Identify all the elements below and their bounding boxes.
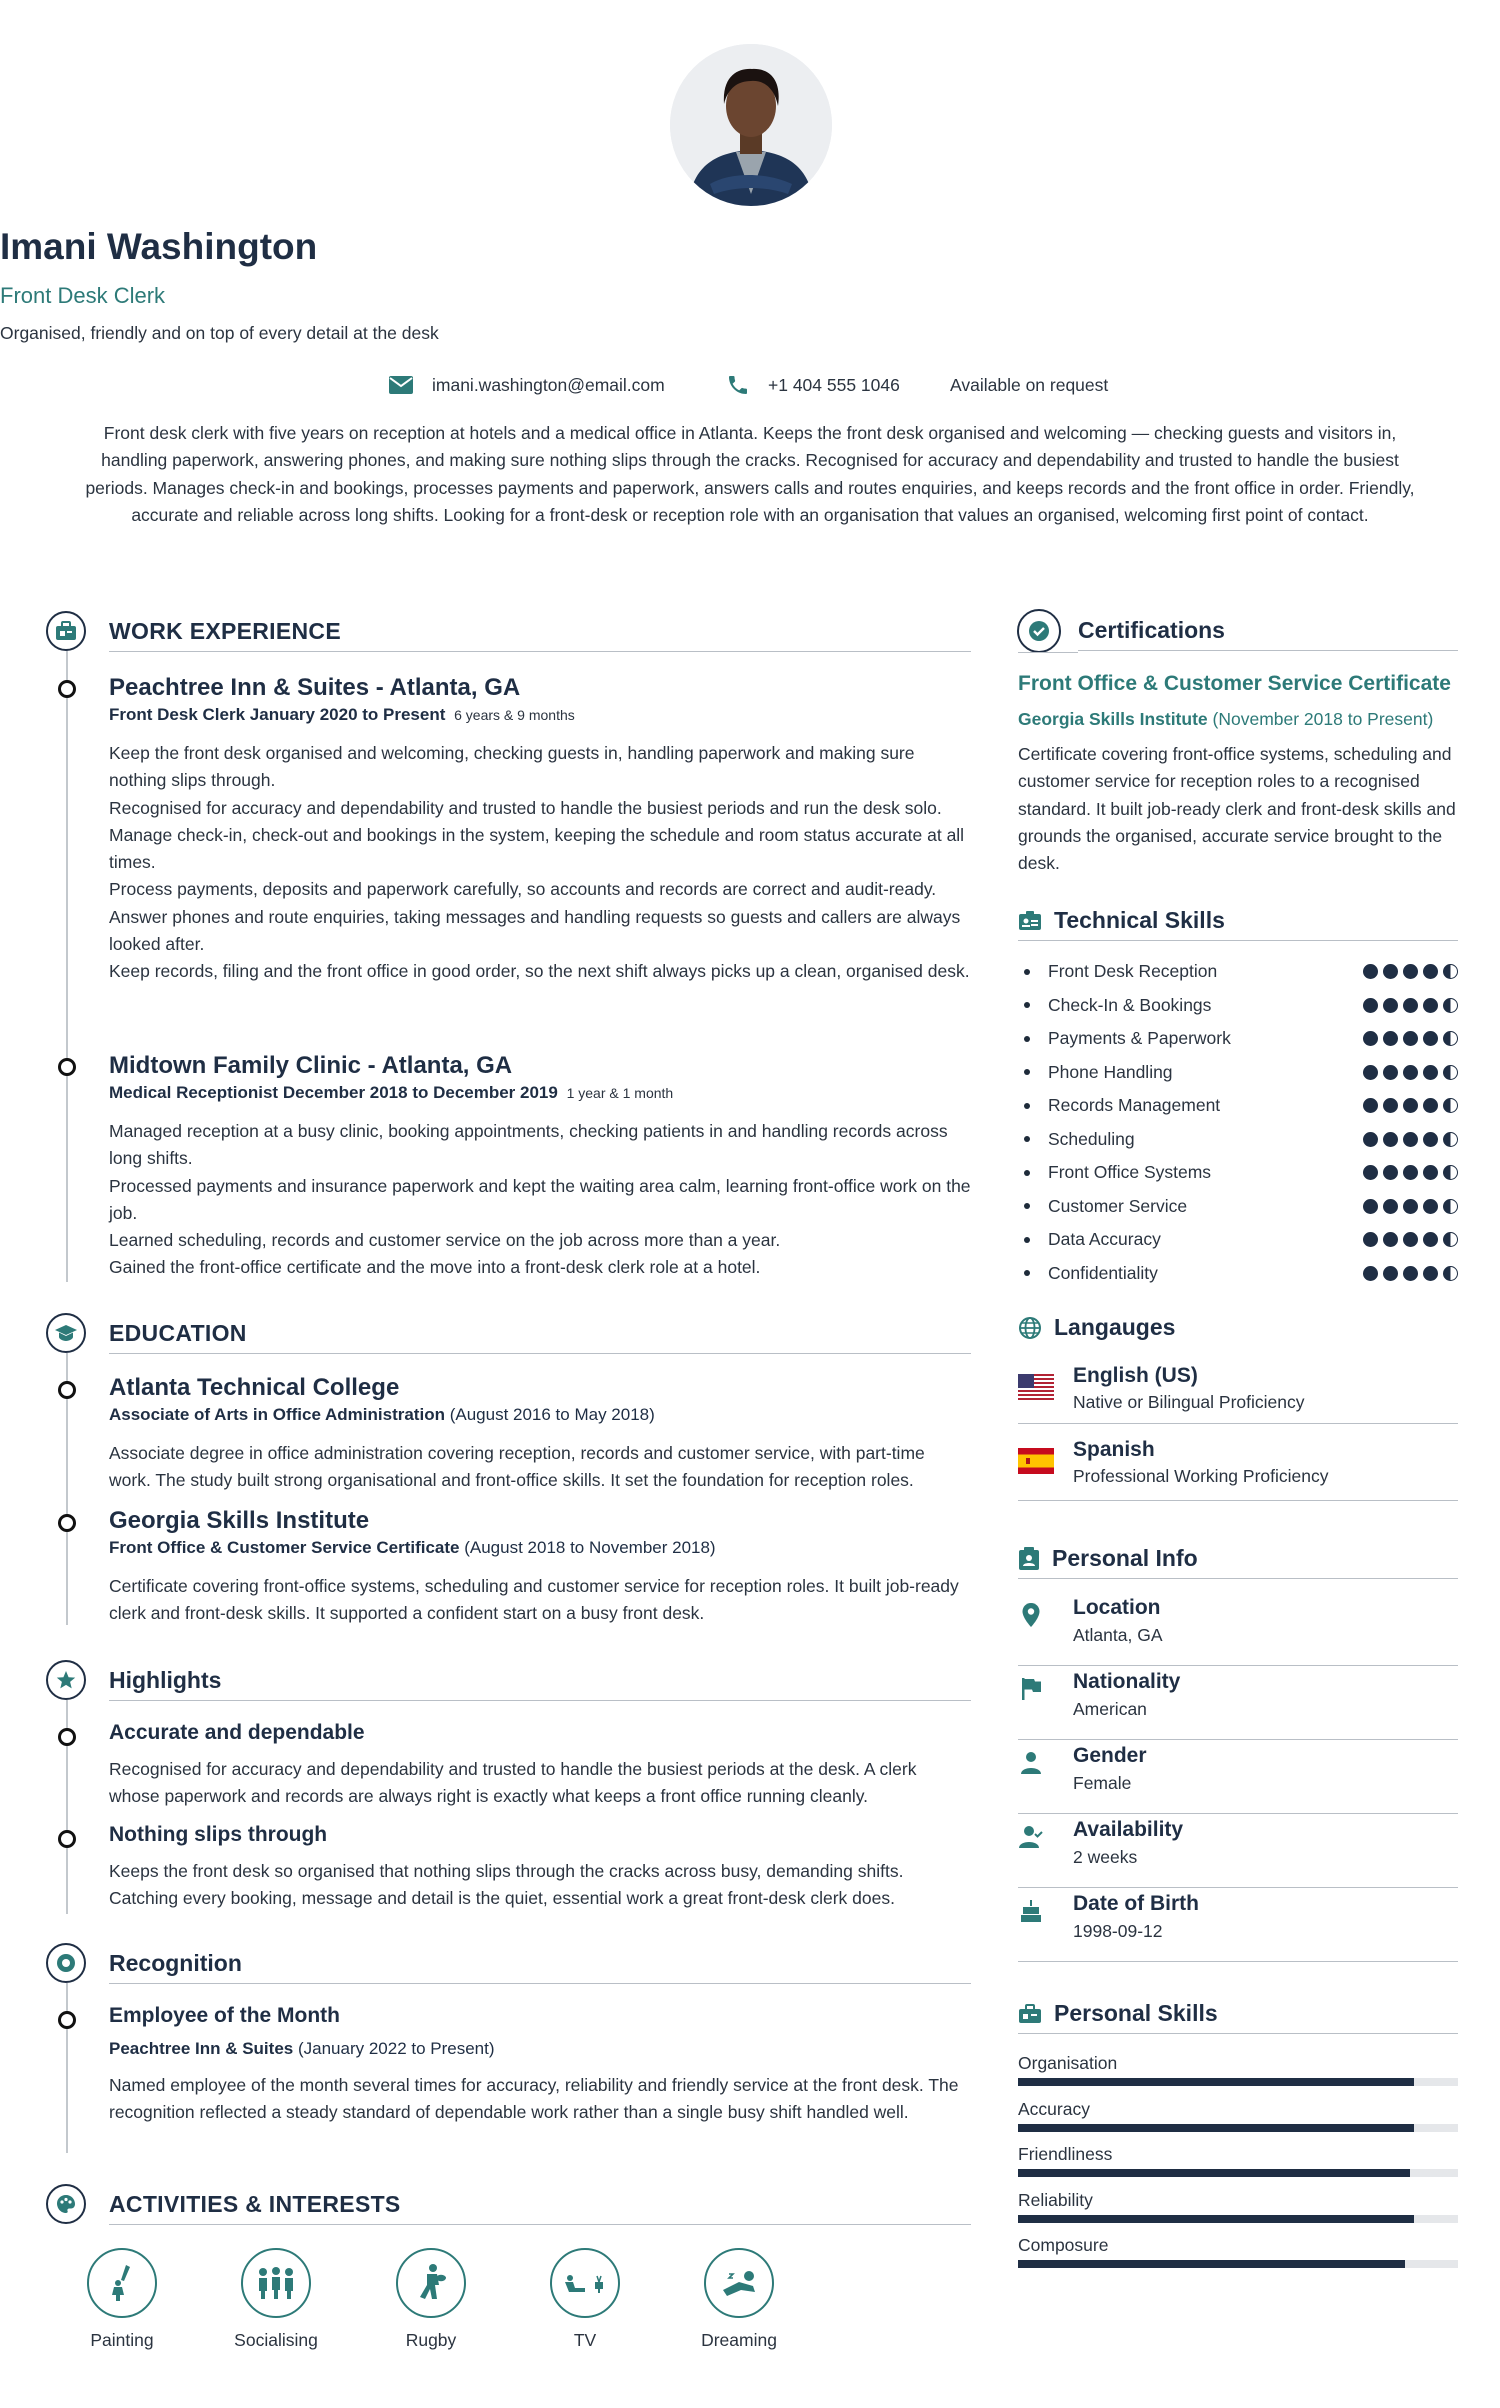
rating-dot <box>1363 1266 1378 1281</box>
skill-bar-fill <box>1018 2169 1410 2177</box>
job-bullet: Gained the front-office certificate and the move into a front-desk clerk role at a hotel. <box>109 1257 761 1278</box>
bullet-dot <box>1024 1170 1030 1176</box>
rating-dot <box>1443 1266 1458 1281</box>
highlight-title: Accurate and dependable <box>109 1721 365 1744</box>
rating-dot <box>1423 1098 1438 1113</box>
skill-name: Phone Handling <box>1048 1061 1173 1082</box>
personal-skill-item <box>1018 2190 1458 2223</box>
language-item <box>1018 1364 1458 1424</box>
rating-dot <box>1383 1266 1398 1281</box>
rating-dot <box>1443 1165 1458 1180</box>
highlights-section-title: Highlights <box>109 1667 971 1701</box>
language-item <box>1018 1438 1458 1501</box>
info-value: Atlanta, GA <box>1073 1625 1163 1645</box>
cert-name: Front Office & Customer Service Certificate <box>1018 672 1451 695</box>
skill-rating <box>1358 1165 1458 1180</box>
rating-dot <box>1363 1065 1378 1080</box>
timeline-dot <box>58 1058 76 1076</box>
email-text: imani.washington@email.com <box>432 374 665 395</box>
job-bullet: Manage check-in, check-out and bookings in the system, keeping the schedule and room status accurate at all times. <box>109 824 965 873</box>
timeline-dot <box>58 1830 76 1848</box>
rating-dot <box>1423 1199 1438 1214</box>
skill-bar-track <box>1018 2169 1458 2177</box>
email-contact[interactable] <box>388 370 665 400</box>
rating-dot <box>1423 1232 1438 1247</box>
job-position: Medical Receptionist <box>109 1083 279 1102</box>
candidate-tagline: Organised, friendly and on top of every detail at the desk <box>0 323 439 343</box>
rating-dot <box>1363 1199 1378 1214</box>
id-card-icon <box>1018 911 1042 931</box>
graduation-cap-icon <box>54 1323 78 1343</box>
recognition-meta <box>109 2039 495 2059</box>
rating-dot <box>1403 1232 1418 1247</box>
technical-skills-section-title <box>1018 907 1458 941</box>
technical-skill-item <box>1018 1223 1458 1256</box>
technical-skill-item <box>1018 1123 1458 1156</box>
rating-dot <box>1423 1165 1438 1180</box>
bullet-dot <box>1024 1136 1030 1142</box>
language-level: Native or Bilingual Proficiency <box>1073 1392 1305 1412</box>
skill-name: Scheduling <box>1048 1128 1135 1149</box>
interest-label: Rugby <box>405 2330 457 2350</box>
rating-dot <box>1443 1031 1458 1046</box>
briefcase-icon <box>55 621 77 641</box>
info-label: Date of Birth <box>1073 1892 1199 1915</box>
skill-name: Data Accuracy <box>1048 1229 1161 1249</box>
technical-skill-item <box>1018 1257 1458 1290</box>
highlight-text: Recognised for accuracy and dependability and trusted to handle the busiest periods at the desk. A clerk whose paperwork and records are always right is exactly what keeps a front office running cleanly. <box>109 1759 917 1807</box>
rating-dot <box>1443 1232 1458 1247</box>
personal-skills-section-title <box>1018 2000 1458 2034</box>
candidate-role: Front Desk Clerk <box>0 283 166 308</box>
skill-name: Accuracy <box>1018 2098 1090 2119</box>
skill-bar-track <box>1018 2215 1458 2223</box>
degree-description: Associate degree in office administration covering reception, records and customer service, with part-time work. The study built strong organisational and front-office skills. It set the foundation for reception roles. <box>109 1443 925 1491</box>
certifications-section-title <box>1078 617 1458 651</box>
skill-bar-track <box>1018 2124 1458 2132</box>
education-section-title: EDUCATION <box>109 1320 971 1354</box>
recognition-dates: (January 2022 to Present) <box>297 2039 495 2058</box>
recognition-title: Employee of the Month <box>109 2004 340 2027</box>
job-company: Peachtree Inn & Suites - Atlanta, GA <box>109 674 521 701</box>
rating-dot <box>1383 1165 1398 1180</box>
dreaming-icon <box>704 2248 774 2318</box>
rating-dot <box>1423 1065 1438 1080</box>
rating-dot <box>1383 1031 1398 1046</box>
skill-rating <box>1358 1031 1458 1046</box>
job-bullet: Processed payments and insurance paperwork and kept the waiting area calm, learning front-office work on the job. <box>109 1175 971 1223</box>
rating-dot <box>1383 964 1398 979</box>
rating-dot <box>1363 998 1378 1013</box>
rating-dot <box>1403 964 1418 979</box>
rating-dot <box>1363 1098 1378 1113</box>
skill-name: Organisation <box>1018 2053 1118 2073</box>
interest-label: Dreaming <box>701 2330 777 2350</box>
degree-name: Associate of Arts in Office Administration <box>109 1405 445 1424</box>
skill-rating <box>1358 1132 1458 1147</box>
job-meta <box>109 1083 673 1103</box>
skill-name: Customer Service <box>1048 1195 1188 1216</box>
technical-skill-item <box>1018 1190 1458 1223</box>
language-name: English (US) <box>1073 1364 1198 1387</box>
work-section-icon <box>46 611 86 651</box>
recognition-text: Named employee of the month several times for accuracy, reliability and friendly service at the front desk. The recognition reflected a steady standard of dependable work rather than a single busy shift handled well. <box>109 2075 959 2123</box>
certifications-title-text: Certifications <box>1078 617 1225 643</box>
skill-name: Reliability <box>1018 2189 1093 2210</box>
profile-summary: Front desk clerk with five years on reception at hotels and a medical office in Atlanta. Keeps the front desk organised and welcoming — checking guests and visitors in, handling paperwork, answering phones, and making sure nothing slips through the cracks. Recognised for accuracy and dependability and trusted to handle the busiest periods. Manages check-in and bookings, processes payments and paperwork, answers calls and routes enquiries, and keeps records and the front office in order. Friendly, accurate and reliable across long shifts. Looking for a front-desk or reception role with an organisation that values an organised, welcoming first point of contact. <box>85 423 1415 525</box>
rating-dot <box>1383 998 1398 1013</box>
timeline-dot <box>58 680 76 698</box>
rating-dot <box>1423 1132 1438 1147</box>
rating-dot <box>1363 1232 1378 1247</box>
personal-info-item <box>1018 1740 1458 1814</box>
skill-rating <box>1358 998 1458 1013</box>
rating-dot <box>1423 1266 1438 1281</box>
rating-dot <box>1403 1098 1418 1113</box>
candidate-name: Imani Washington <box>0 226 318 267</box>
bullet-dot <box>1024 1203 1030 1209</box>
job-bullet: Learned scheduling, records and customer service on the job across more than a year. <box>109 1230 781 1251</box>
rating-dot <box>1403 998 1418 1013</box>
rugby-icon <box>396 2248 466 2318</box>
work-timeline <box>66 650 68 1282</box>
personal-skills-title-text: Personal Skills <box>1054 2000 1218 2026</box>
timeline-dot <box>58 1381 76 1399</box>
spain-flag <box>1018 1448 1054 1474</box>
personal-info-item <box>1018 1592 1458 1666</box>
interest-item <box>530 2248 640 2351</box>
personal-info-title-text: Personal Info <box>1052 1545 1198 1571</box>
job-duration: 6 years & 9 months <box>454 707 575 723</box>
rating-dot <box>1443 998 1458 1013</box>
info-label: Availability <box>1073 1818 1184 1841</box>
bullet-dot <box>1024 1002 1030 1008</box>
info-value: 2 weeks <box>1073 1847 1138 1867</box>
school-name: Atlanta Technical College <box>109 1374 400 1401</box>
personal-skill-item <box>1018 2144 1458 2177</box>
bullet-dot <box>1024 1103 1030 1109</box>
location-pin-icon <box>1018 1602 1044 1628</box>
rating-dot <box>1443 1132 1458 1147</box>
contact-card-icon <box>1018 1547 1040 1571</box>
socialising-icon <box>241 2248 311 2318</box>
cert-meta <box>1018 709 1433 730</box>
info-value: Female <box>1073 1773 1132 1793</box>
interest-label: TV <box>573 2330 597 2350</box>
palette-icon <box>55 2193 77 2215</box>
bullet-dot <box>1024 1237 1030 1243</box>
skill-bar-track <box>1018 2260 1458 2268</box>
personal-skill-item <box>1018 2099 1458 2132</box>
rating-dot <box>1363 1165 1378 1180</box>
rating-dot <box>1383 1065 1398 1080</box>
cert-dates: (November 2018 to Present) <box>1212 709 1434 729</box>
timeline-dot <box>58 1514 76 1532</box>
bullet-dot <box>1024 1069 1030 1075</box>
job-bullets <box>109 1118 971 1282</box>
language-name: Spanish <box>1073 1438 1155 1461</box>
job-bullet: Keep the front desk organised and welcoming, checking guests in, handling paperwork and making sure nothing slips through. <box>109 743 915 791</box>
recognition-section-icon <box>46 1943 86 1983</box>
job-bullet: Managed reception at a busy clinic, booking appointments, checking patients in and handling records across long shifts. <box>109 1121 948 1169</box>
technical-skill-item <box>1018 989 1458 1022</box>
technical-skills-title-text: Technical Skills <box>1054 907 1225 933</box>
job-bullet: Answer phones and route enquiries, taking messages and handling requests so guests and callers are always looked after. <box>109 906 961 955</box>
availability-contact <box>950 370 1108 400</box>
rating-dot <box>1363 1031 1378 1046</box>
info-label: Location <box>1073 1596 1161 1619</box>
job-meta <box>109 705 575 725</box>
activities-section-icon <box>46 2184 86 2224</box>
highlight-text: Keeps the front desk so organised that nothing slips through the cracks across busy, demanding shifts. Catching every booking, message and detail is the quiet, essential work a great front-desk clerk does. <box>109 1861 904 1909</box>
award-badge-icon <box>55 1952 77 1974</box>
interest-item <box>376 2248 486 2351</box>
timeline-dot <box>58 2011 76 2029</box>
globe-icon <box>1018 1316 1042 1340</box>
rating-dot <box>1363 1132 1378 1147</box>
personal-skill-item <box>1018 2235 1458 2268</box>
rating-dot <box>1443 964 1458 979</box>
rating-dot <box>1423 1031 1438 1046</box>
languages-title-text: Langauges <box>1054 1314 1176 1340</box>
job-duration: 1 year & 1 month <box>566 1085 674 1101</box>
degree-dates: (August 2016 to May 2018) <box>449 1405 655 1424</box>
rating-dot <box>1403 1031 1418 1046</box>
job-dates: January 2020 to Present <box>249 705 446 724</box>
rating-dot <box>1383 1232 1398 1247</box>
job-position: Front Desk Clerk <box>109 705 246 724</box>
skill-rating <box>1358 1065 1458 1080</box>
rating-dot <box>1403 1065 1418 1080</box>
cake-icon <box>1018 1898 1044 1924</box>
degree-meta <box>109 1538 716 1558</box>
phone-text: +1 404 555 1046 <box>768 374 900 395</box>
person-icon <box>1018 1750 1044 1776</box>
skill-name: Payments & Paperwork <box>1048 1028 1231 1048</box>
rating-dot <box>1403 1266 1418 1281</box>
info-label: Nationality <box>1073 1670 1181 1693</box>
flag-icon <box>1018 1676 1044 1702</box>
rating-dot <box>1443 1098 1458 1113</box>
job-bullet: Process payments, deposits and paperwork carefully, so accounts and records are correct and audit-ready. <box>109 879 937 900</box>
technical-skill-item <box>1018 1089 1458 1122</box>
skill-name: Confidentiality <box>1048 1262 1158 1283</box>
skill-bar-fill <box>1018 2078 1414 2086</box>
languages-section-title <box>1018 1314 1458 1347</box>
skill-rating <box>1358 1098 1458 1113</box>
skill-name: Front Office Systems <box>1048 1162 1212 1182</box>
availability-text: Available on request <box>950 374 1109 395</box>
rating-dot <box>1423 964 1438 979</box>
personal-skill-item <box>1018 2053 1458 2086</box>
bullet-dot <box>1024 1270 1030 1276</box>
recognition-org: Peachtree Inn & Suites <box>109 2039 294 2058</box>
skill-name: Records Management <box>1048 1095 1221 1115</box>
skill-name: Check-In & Bookings <box>1048 994 1212 1015</box>
job-bullet: Keep records, filing and the front office in good order, so the next shift always picks up a clean, organised desk. <box>109 961 970 982</box>
activities-section-title: ACTIVITIES & INTERESTS <box>109 2191 971 2225</box>
skill-rating <box>1358 1266 1458 1281</box>
technical-skill-item <box>1018 955 1458 988</box>
degree-description: Certificate covering front-office systems, scheduling and customer service for reception roles. It built job-ready clerk and front-desk skills. It supported a confident start on a busy front desk. <box>109 1576 959 1624</box>
cert-issuer: Georgia Skills Institute <box>1018 709 1208 729</box>
rating-dot <box>1383 1199 1398 1214</box>
degree-name: Front Office & Customer Service Certificate <box>109 1538 460 1557</box>
rating-dot <box>1403 1132 1418 1147</box>
work-section-title: WORK EXPERIENCE <box>109 618 971 652</box>
timeline-dot <box>58 1728 76 1746</box>
rating-dot <box>1403 1199 1418 1214</box>
painting-icon <box>87 2248 157 2318</box>
skill-name: Front Desk Reception <box>1048 961 1218 981</box>
job-dates: December 2018 to December 2019 <box>282 1083 558 1102</box>
personal-info-item <box>1018 1814 1458 1888</box>
technical-skill-item <box>1018 1056 1458 1089</box>
skill-bar-fill <box>1018 2124 1414 2132</box>
skill-bar-fill <box>1018 2260 1405 2268</box>
skill-bar-track <box>1018 2078 1458 2086</box>
job-bullets <box>109 740 971 986</box>
interest-item <box>67 2248 177 2351</box>
interest-item <box>221 2248 331 2351</box>
person-check-icon <box>1018 1824 1044 1850</box>
job-company: Midtown Family Clinic - Atlanta, GA <box>109 1052 513 1079</box>
recognition-section-title: Recognition <box>109 1950 971 1984</box>
technical-skill-item <box>1018 1156 1458 1189</box>
phone-icon <box>726 373 750 397</box>
rating-dot <box>1383 1098 1398 1113</box>
title-underline <box>1018 622 1078 653</box>
job-bullet: Recognised for accuracy and dependability and trusted to handle the busiest periods and run the desk solo. <box>109 797 942 818</box>
phone-contact[interactable] <box>726 370 900 400</box>
interest-label: Painting <box>90 2330 154 2350</box>
star-icon <box>55 1669 77 1691</box>
email-icon <box>388 375 414 395</box>
education-section-icon <box>46 1313 86 1353</box>
recognition-timeline <box>66 1983 68 2153</box>
rating-dot <box>1443 1199 1458 1214</box>
bullet-dot <box>1024 969 1030 975</box>
skill-name: Composure <box>1018 2235 1109 2255</box>
rating-dot <box>1403 1165 1418 1180</box>
rating-dot <box>1383 1132 1398 1147</box>
school-name: Georgia Skills Institute <box>109 1507 370 1534</box>
technical-skill-item <box>1018 1022 1458 1055</box>
rating-dot <box>1443 1065 1458 1080</box>
personal-info-item <box>1018 1666 1458 1740</box>
personal-info-section-title <box>1018 1545 1458 1579</box>
briefcase-icon <box>1018 2004 1042 2024</box>
rating-dot <box>1363 964 1378 979</box>
skill-rating <box>1358 1199 1458 1214</box>
degree-dates: (August 2018 to November 2018) <box>464 1538 716 1557</box>
skill-bar-fill <box>1018 2215 1414 2223</box>
degree-meta <box>109 1405 655 1425</box>
personal-info-item <box>1018 1888 1458 1962</box>
skill-name: Friendliness <box>1018 2144 1113 2164</box>
language-level: Professional Working Proficiency <box>1073 1466 1329 1486</box>
info-value: American <box>1073 1699 1147 1719</box>
info-value: 1998-09-12 <box>1073 1921 1163 1941</box>
info-label: Gender <box>1073 1744 1147 1767</box>
rating-dot <box>1423 998 1438 1013</box>
skill-rating <box>1358 964 1458 979</box>
skill-rating <box>1358 1232 1458 1247</box>
highlight-title: Nothing slips through <box>109 1823 328 1846</box>
tv-icon <box>550 2248 620 2318</box>
bullet-dot <box>1024 1036 1030 1042</box>
highlights-section-icon <box>46 1660 86 1700</box>
cert-description: Certificate covering front-office systems, scheduling and customer service for reception roles to a recognised standard. It built job-ready clerk and front-desk skills and grounds the organised, accurate service brought to the desk. <box>1018 744 1456 874</box>
interest-item <box>684 2248 794 2351</box>
us-flag <box>1018 1374 1054 1400</box>
interest-label: Socialising <box>234 2330 318 2350</box>
profile-photo <box>670 44 832 206</box>
